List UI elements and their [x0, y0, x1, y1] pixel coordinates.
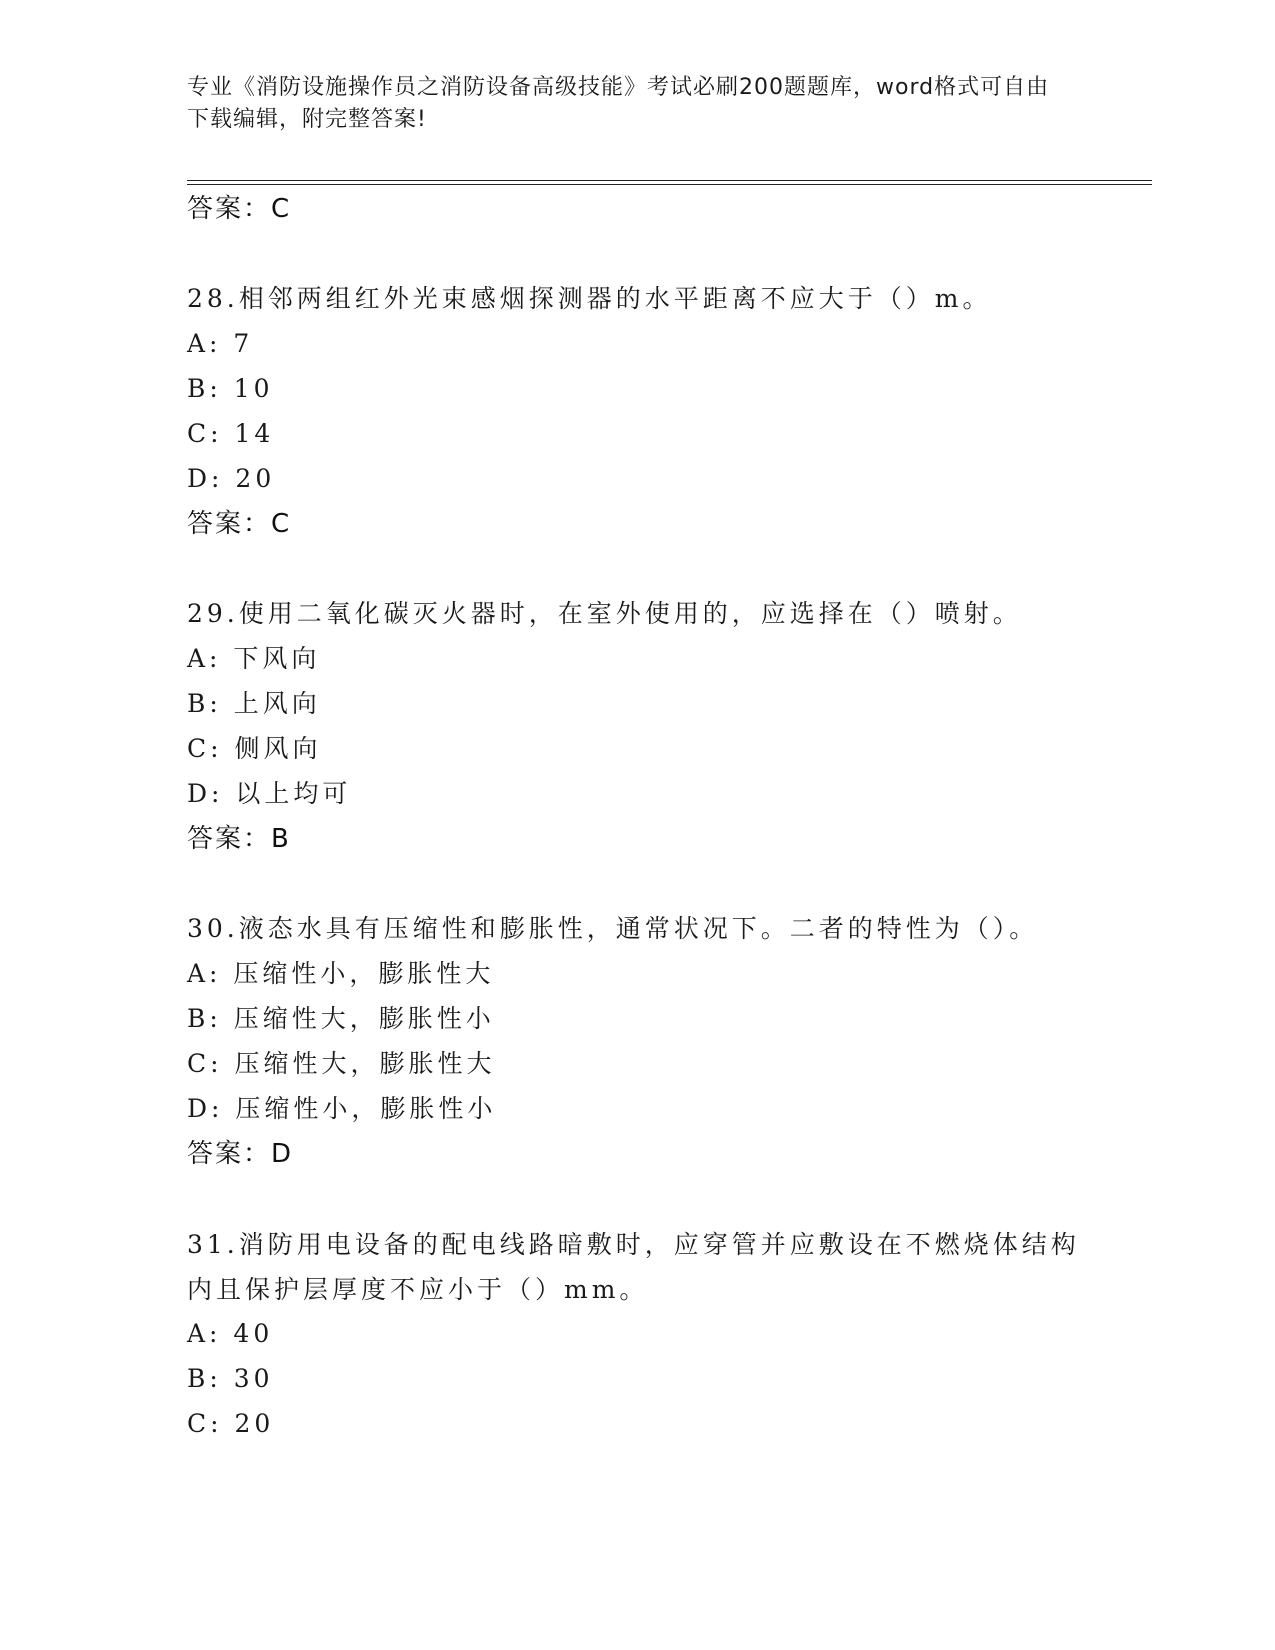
answer: 答案：D [187, 1139, 294, 1169]
option-a: A: 40 [187, 1319, 274, 1348]
option-a: A: 压缩性小，膨胀性大 [187, 959, 495, 988]
option-d: D: 以上均可 [187, 779, 352, 808]
option-c: C: 侧风向 [187, 734, 322, 763]
option-d: D: 压缩性小，膨胀性小 [187, 1094, 497, 1123]
header-divider-bottom [187, 184, 1152, 185]
option-b: B: 压缩性大，膨胀性小 [187, 1004, 495, 1033]
previous-answer: 答案：C [187, 194, 292, 224]
answer: 答案：B [187, 824, 291, 854]
option-a: A: 7 [187, 329, 254, 358]
question-stem: 28.相邻两组红外光束感烟探测器的水平距离不应大于（）m。 [187, 284, 992, 313]
document-header: 专业《消防设施操作员之消防设备高级技能》考试必刷200题题库，word格式可自由下载编辑，附完整答案! [187, 75, 1050, 132]
option-d: D: 20 [187, 464, 276, 493]
option-c: C: 压缩性大，膨胀性大 [187, 1049, 496, 1078]
question-stem: 29.使用二氧化碳灭火器时，在室外使用的，应选择在（）喷射。 [187, 599, 1022, 628]
answer: 答案：C [187, 509, 292, 539]
question-stem: 31.消防用电设备的配电线路暗敷时，应穿管并应敷设在不燃烧体结构内且保护层厚度不应小于（）mm。 [187, 1230, 1080, 1304]
option-b: B: 10 [187, 374, 274, 403]
option-a: A: 下风向 [187, 644, 321, 673]
option-b: B: 30 [187, 1364, 274, 1393]
option-b: B: 上风向 [187, 689, 321, 718]
question-stem: 30.液态水具有压缩性和膨胀性，通常状况下。二者的特性为（）。 [187, 914, 1039, 943]
option-c: C: 14 [187, 419, 275, 448]
option-c: C: 20 [187, 1409, 275, 1438]
header-divider-top [187, 180, 1152, 181]
